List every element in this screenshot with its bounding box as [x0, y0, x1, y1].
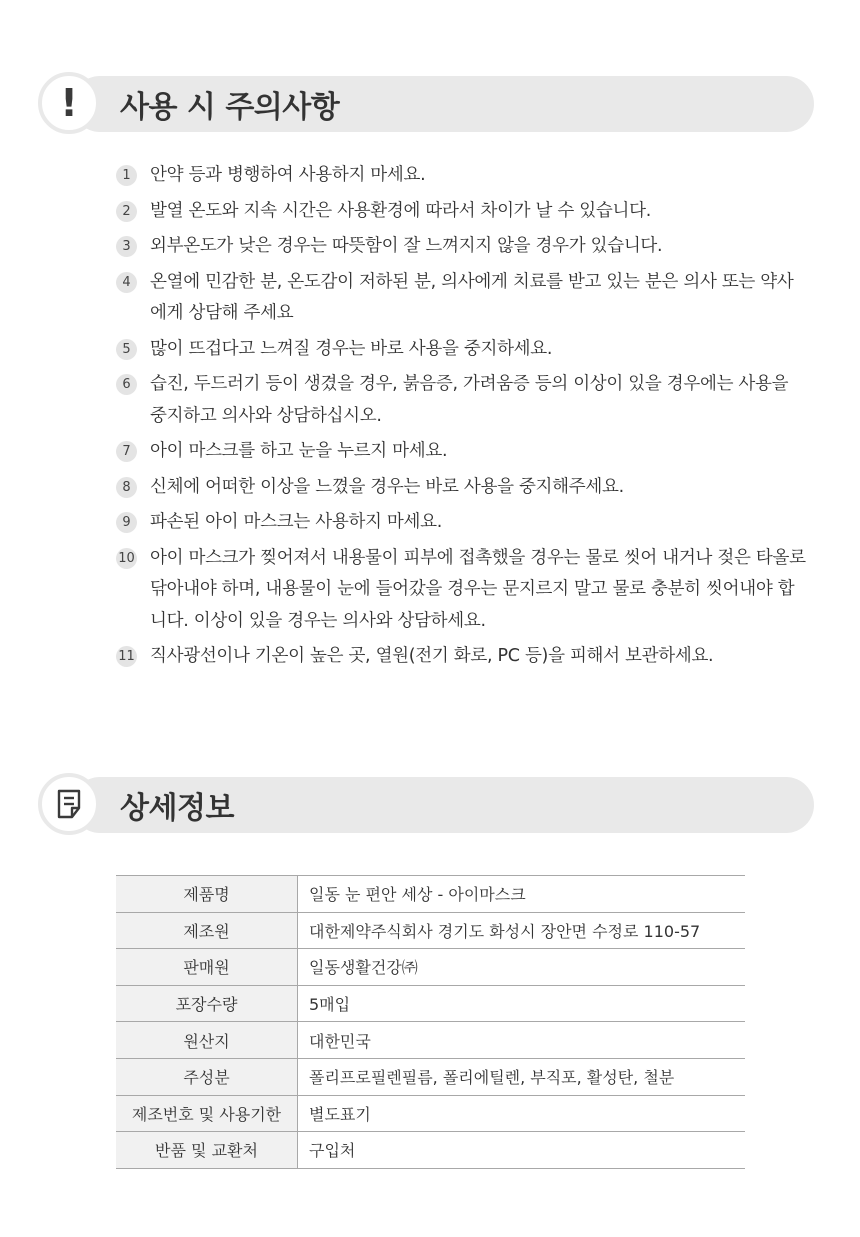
notice-item-text: 신체에 어떠한 이상을 느꼈을 경우는 바로 사용을 중지해주세요. [150, 476, 624, 497]
item-number-badge: 6 [116, 374, 137, 395]
row-label: 제조번호 및 사용기한 [116, 1095, 298, 1132]
notice-item-text: 파손된 아이 마스크는 사용하지 마세요. [150, 512, 442, 532]
notice-item [116, 641, 806, 673]
exclamation-icon: ! [60, 81, 78, 125]
table-row [116, 876, 745, 913]
row-value: 대한제약주식회사 경기도 화성시 장안면 수정로 110-57 [298, 912, 746, 949]
notice-item [116, 436, 806, 468]
row-value: 일동생활건강㈜ [298, 949, 746, 986]
row-label: 주성분 [116, 1058, 298, 1095]
notice-item [116, 543, 806, 638]
notice-item [116, 160, 806, 192]
table-row [116, 985, 745, 1022]
item-number-badge: 8 [116, 477, 137, 498]
notice-item-text: 안약 등과 병행하여 사용하지 마세요. [150, 165, 426, 185]
row-label: 제품명 [116, 876, 298, 913]
row-value: 별도표기 [298, 1095, 746, 1132]
table-row [116, 1095, 745, 1132]
row-value: 5매입 [298, 985, 746, 1022]
row-value: 대한민국 [298, 1022, 746, 1059]
row-value: 폴리프로필렌필름, 폴리에틸렌, 부직포, 활성탄, 철분 [298, 1058, 746, 1095]
row-label: 포장수량 [116, 985, 298, 1022]
notice-item-text: 발열 온도와 지속 시간은 사용환경에 따라서 차이가 날 수 있습니다. [150, 200, 651, 221]
table-row [116, 912, 745, 949]
detail-title: 상세정보 [120, 791, 234, 826]
table-row [116, 949, 745, 986]
notice-item-text: 직사광선이나 기온이 높은 곳, 열원(전기 화로, PC 등)을 피해서 보관하세요. [150, 646, 714, 666]
notice-item [116, 507, 806, 539]
notice-item [116, 472, 806, 504]
notice-item [116, 369, 806, 432]
notice-item-text: 아이 마스크를 하고 눈을 누르지 마세요. [150, 441, 448, 461]
notice-item-text: 온열에 민감한 분, 온도감이 저하된 분, 의사에게 치료를 받고 있는 분은 의사 또는 약사에게 상담해 주세요 [150, 271, 794, 323]
item-number-badge: 3 [116, 236, 137, 257]
row-value: 구입처 [298, 1132, 746, 1169]
notice-icon-circle [38, 72, 100, 134]
notice-item-text: 많이 뜨겁다고 느껴질 경우는 바로 사용을 중지하세요. [150, 338, 553, 359]
row-value: 일동 눈 편안 세상 - 아이마스크 [298, 876, 746, 913]
notice-item [116, 231, 806, 263]
notice-item-text: 외부온도가 낮은 경우는 따뜻함이 잘 느껴지지 않을 경우가 있습니다. [150, 236, 663, 256]
item-number-badge: 2 [116, 201, 137, 222]
row-label: 제조원 [116, 912, 298, 949]
item-number-badge: 5 [116, 339, 137, 360]
detail-icon-circle [38, 773, 100, 835]
notice-list [116, 160, 806, 677]
document-icon [56, 789, 82, 819]
table-row [116, 1058, 745, 1095]
notice-item-text: 아이 마스크가 찢어져서 내용물이 피부에 접촉했을 경우는 물로 씻어 내거나 젖은 타올로 닦아내야 하며, 내용물이 눈에 들어갔을 경우는 문지르지 말고 물로 충분히 씻어내야 합니다. 이상이 있을 경우는 의사와 상담하세요. [150, 547, 806, 631]
row-label: 원산지 [116, 1022, 298, 1059]
item-number-badge: 7 [116, 441, 137, 462]
notice-item-text: 습진, 두드러기 등이 생겼을 경우, 붉음증, 가려움증 등의 이상이 있을 경우에는 사용을 중지하고 의사와 상담하십시오. [150, 374, 789, 426]
item-number-badge: 11 [116, 646, 137, 667]
detail-section-header [38, 773, 814, 835]
notice-section-header [38, 72, 814, 134]
table-row [116, 1022, 745, 1059]
product-info-table [116, 875, 745, 1169]
row-label: 판매원 [116, 949, 298, 986]
notice-title: 사용 시 주의사항 [120, 90, 340, 125]
notice-item [116, 267, 806, 330]
item-number-badge: 9 [116, 512, 137, 533]
item-number-badge: 4 [116, 272, 137, 293]
notice-item [116, 334, 806, 366]
notice-item [116, 196, 806, 228]
table-row [116, 1132, 745, 1169]
row-label: 반품 및 교환처 [116, 1132, 298, 1169]
item-number-badge: 1 [116, 165, 137, 186]
item-number-badge: 10 [116, 548, 137, 569]
